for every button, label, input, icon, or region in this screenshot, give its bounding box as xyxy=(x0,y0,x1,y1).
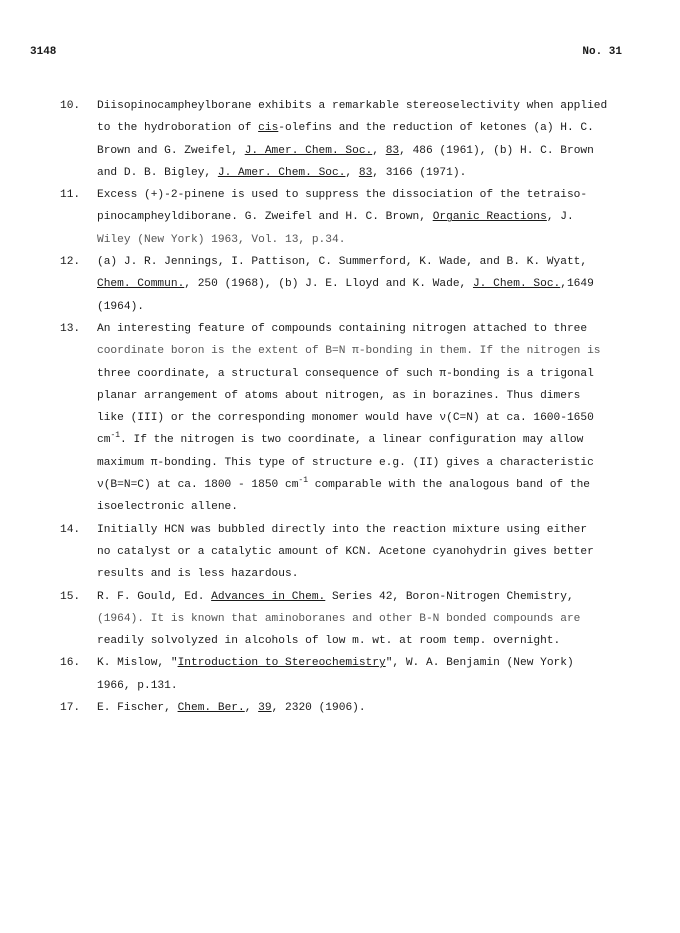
text-segment: comparable with the analogous band of the xyxy=(308,479,591,492)
reference-line xyxy=(97,652,625,674)
reference-line xyxy=(97,95,625,117)
issue-number: No. 31 xyxy=(582,46,622,58)
reference-line xyxy=(97,407,625,429)
text-segment: Initially HCN was bubbled directly into the reaction mixture using either xyxy=(97,523,588,536)
text-segment: Excess (+)-2-pinene is used to suppress the dissociation of the tetraiso- xyxy=(97,189,588,202)
text-segment: R. F. Gould, Ed. xyxy=(97,590,212,603)
reference-line xyxy=(97,296,625,318)
reference-number: 13. xyxy=(60,322,81,335)
text-segment: to the hydroboration of xyxy=(97,122,259,135)
reference-line xyxy=(97,429,625,451)
reference-line xyxy=(97,318,625,340)
reference-line xyxy=(97,229,625,251)
reference-line xyxy=(97,385,625,407)
citation-text: J. Amer. Chem. Soc. xyxy=(244,144,373,157)
reference-line xyxy=(97,363,625,385)
text-segment: , xyxy=(244,702,259,715)
text-segment: Wiley (New York) 1963, Vol. 13, p.34. xyxy=(97,233,346,246)
text-segment: , xyxy=(345,166,359,179)
text-segment: . If the nitrogen is two coordinate, a linear configuration may allow xyxy=(120,434,584,447)
text-segment: readily solvolyzed in alcohols of low m. wt. at room temp. overnight. xyxy=(97,635,561,648)
text-segment: E. Fischer, xyxy=(97,702,178,715)
reference-line xyxy=(97,206,625,228)
reference-number: 10. xyxy=(60,100,81,112)
text-segment: Brown and G. Zweifel, xyxy=(97,144,245,157)
reference-line xyxy=(97,675,625,697)
superscript: -1 xyxy=(298,476,309,486)
reference-number: 14. xyxy=(60,523,81,536)
reference-line xyxy=(97,541,625,563)
reference-item xyxy=(60,95,625,184)
reference-number: 12. xyxy=(60,256,81,269)
reference-item xyxy=(60,697,625,719)
citation-text: cis xyxy=(258,122,279,135)
reference-number: 16. xyxy=(60,657,81,670)
text-segment: K. Mislow, " xyxy=(97,657,178,670)
text-segment: 1966, p.131. xyxy=(97,679,178,692)
text-segment: coordinate boron is the extent of B=N π-bonding in them. If the nitrogen is xyxy=(97,345,601,358)
reference-line xyxy=(97,630,625,652)
reference-line xyxy=(97,273,625,295)
text-segment: ,1649 xyxy=(560,278,594,291)
reference-line xyxy=(97,162,625,184)
reference-item xyxy=(60,184,625,251)
reference-item xyxy=(60,652,625,697)
reference-item xyxy=(60,251,625,318)
text-segment: Series 42, Boron-Nitrogen Chemistry, xyxy=(325,590,574,603)
text-segment: , 2320 (1906). xyxy=(271,702,366,715)
reference-line xyxy=(97,251,625,273)
reference-number: 17. xyxy=(60,702,81,715)
text-segment: maximum π-bonding. This type of structure e.g. (II) gives a characteristic xyxy=(97,456,594,469)
citation-text: Introduction to Stereochemistry xyxy=(177,657,386,670)
text-segment: , 250 (1968), (b) J. E. Lloyd and K. Wade, xyxy=(184,278,473,291)
superscript: -1 xyxy=(110,431,121,441)
text-segment: , 3166 (1971). xyxy=(372,166,467,179)
reference-line xyxy=(97,340,625,362)
reference-line xyxy=(97,117,625,139)
text-segment: (1964). It is known that aminoboranes and other B-N bonded compounds are xyxy=(97,612,581,625)
text-segment: -olefins and the reduction of ketones (a) H. C. xyxy=(278,122,594,135)
reference-line xyxy=(97,586,625,608)
reference-number: 11. xyxy=(60,189,81,202)
reference-item xyxy=(60,318,625,519)
text-segment: isoelectronic allene. xyxy=(97,501,238,514)
citation-text: 39 xyxy=(258,702,272,715)
text-segment: pinocampheyldiborane. G. Zweifel and H. C. Brown, xyxy=(97,211,433,224)
text-segment: ν(B=N=C) at ca. 1800 - 1850 cm xyxy=(97,479,299,492)
citation-text: Advances in Chem. xyxy=(211,590,326,603)
reference-line xyxy=(97,608,625,630)
text-segment: An interesting feature of compounds containing nitrogen attached to three xyxy=(97,322,588,335)
citation-text: Organic Reactions xyxy=(432,211,547,224)
reference-item xyxy=(60,519,625,586)
citation-text: J. Chem. Soc. xyxy=(472,278,561,291)
citation-text: Chem. Commun. xyxy=(97,278,185,291)
reference-line xyxy=(97,452,625,474)
text-segment: and D. B. Bigley, xyxy=(97,166,218,179)
text-segment: planar arrangement of atoms about nitrogen, as in borazines. Thus dimers xyxy=(97,389,581,402)
text-segment: no catalyst or a catalytic amount of KCN. Acetone cyanohydrin gives better xyxy=(97,545,594,558)
page-number: 3148 xyxy=(30,46,57,58)
text-segment: , 486 (1961), (b) H. C. Brown xyxy=(399,144,594,157)
citation-text: 83 xyxy=(358,166,373,179)
citation-text: 83 xyxy=(385,144,400,157)
text-segment: like (III) or the corresponding monomer would have ν(C=N) at ca. 1600-1650 xyxy=(97,412,594,425)
text-segment: (1964). xyxy=(97,300,144,313)
citation-text: Chem. Ber. xyxy=(177,702,245,715)
reference-line xyxy=(97,519,625,541)
text-segment: cm xyxy=(97,434,111,447)
text-segment: Diisopinocampheylborane exhibits a remarkable stereoselectivity when applied xyxy=(97,100,608,112)
reference-line xyxy=(97,184,625,206)
reference-line xyxy=(97,474,625,496)
reference-line xyxy=(97,563,625,585)
reference-item xyxy=(60,586,625,653)
text-segment: results and is less hazardous. xyxy=(97,568,299,581)
text-segment: (a) J. R. Jennings, I. Pattison, C. Summerford, K. Wade, and B. K. Wyatt, xyxy=(97,256,588,269)
reference-list xyxy=(60,95,625,719)
reference-line xyxy=(97,140,625,162)
citation-text: J. Amer. Chem. Soc. xyxy=(217,166,346,179)
text-segment: ", W. A. Benjamin (New York) xyxy=(385,657,574,670)
text-segment: three coordinate, a structural consequence of such π-bonding is a trigonal xyxy=(97,367,594,380)
text-segment: , xyxy=(372,144,386,157)
reference-line xyxy=(97,496,625,518)
text-segment: , J. xyxy=(546,211,574,224)
reference-line xyxy=(97,697,625,719)
reference-number: 15. xyxy=(60,590,81,603)
